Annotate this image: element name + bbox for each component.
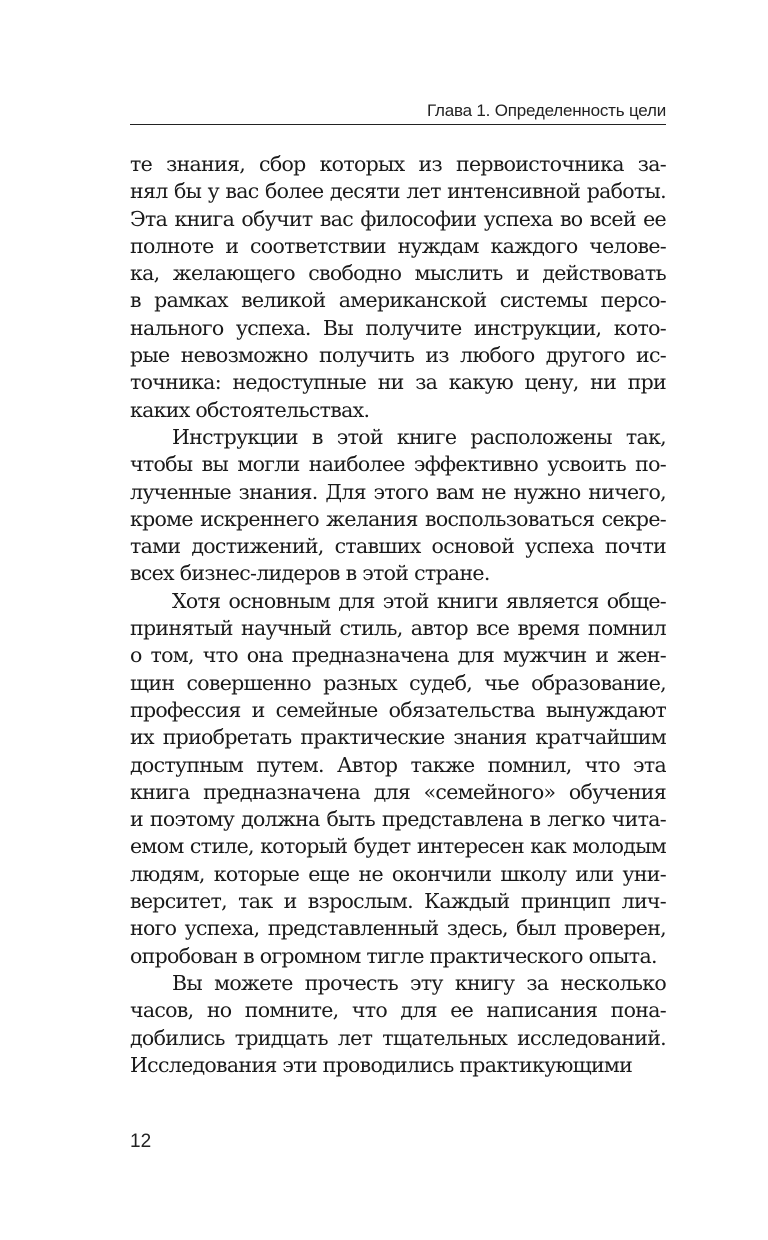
text-line: чтобы вы могли наиболее эффективно усвоить по- bbox=[130, 452, 666, 477]
text-line: ного успеха, представленный здесь, был проверен, bbox=[130, 916, 666, 941]
text-line: в рамках великой американской системы персо- bbox=[130, 288, 666, 313]
text-line: нального успеха. Вы получите инструкции, кото- bbox=[130, 315, 666, 340]
text-line: те знания, сбор которых из первоисточника за- bbox=[130, 152, 666, 176]
text-line: Инструкции в этой книге расположены так, bbox=[172, 424, 666, 449]
text-line: полноте и соответствии нуждам каждого челове- bbox=[130, 233, 666, 258]
text-line: и поэтому должна быть представлена в легко чита- bbox=[130, 807, 666, 832]
text-line: тами достижений, ставших основой успеха почти bbox=[130, 534, 666, 559]
text-line: лученные знания. Для этого вам не нужно ничего, bbox=[130, 479, 666, 504]
text-line: щин совершенно разных судеб, чье образование, bbox=[130, 670, 666, 695]
running-head: Глава 1. Определенность цели bbox=[426, 101, 666, 120]
body-text bbox=[130, 151, 666, 1079]
text-line: принятый научный стиль, автор все время помнил bbox=[130, 616, 666, 641]
text-line: доступным путем. Автор также помнил, что эта bbox=[130, 752, 666, 777]
text-line: ка, желающего свободно мыслить и действовать bbox=[130, 261, 666, 286]
header-rule bbox=[130, 124, 666, 125]
text-line: часов, но помните, что для ее написания пона- bbox=[130, 998, 666, 1023]
text-line: Эта книга обучит вас философии успеха во всей ее bbox=[130, 206, 666, 231]
text-line: каких обстоятельствах. bbox=[130, 397, 370, 422]
text-line: людям, которые еще не окончили школу или уни- bbox=[130, 861, 666, 886]
text-line: кроме искреннего желания воспользоваться секре- bbox=[130, 506, 666, 531]
text-line: о том, что она предназначена для мужчин и жен- bbox=[130, 643, 666, 668]
text-line: емом стиле, который будет интересен как молодым bbox=[130, 834, 666, 859]
text-line: нял бы у вас более десяти лет интенсивной работы. bbox=[130, 179, 666, 204]
text-line: верситет, так и взрослым. Каждый принцип лич- bbox=[130, 889, 666, 914]
text-line: всех бизнес-лидеров в этой стране. bbox=[130, 561, 490, 586]
text-line: Хотя основным для этой книги является обще- bbox=[172, 588, 666, 613]
text-line: опробован в огромном тигле практического опыта. bbox=[130, 943, 657, 968]
text-line: Вы можете прочесть эту книгу за несколько bbox=[172, 970, 666, 995]
page-number: 12 bbox=[130, 1131, 152, 1152]
text-line: книга предназначена для «семейного» обучения bbox=[130, 779, 666, 804]
text-line: Исследования эти проводились практикующими bbox=[130, 1052, 633, 1077]
text-line: профессия и семейные обязательства вынуждают bbox=[130, 697, 666, 722]
text-line: точника: недоступные ни за какую цену, ни при bbox=[130, 370, 666, 395]
text-line: их приобретать практические знания кратчайшим bbox=[130, 725, 666, 750]
text-line: добились тридцать лет тщательных исследований. bbox=[130, 1025, 666, 1050]
text-line: рые невозможно получить из любого другого ис- bbox=[130, 343, 666, 368]
